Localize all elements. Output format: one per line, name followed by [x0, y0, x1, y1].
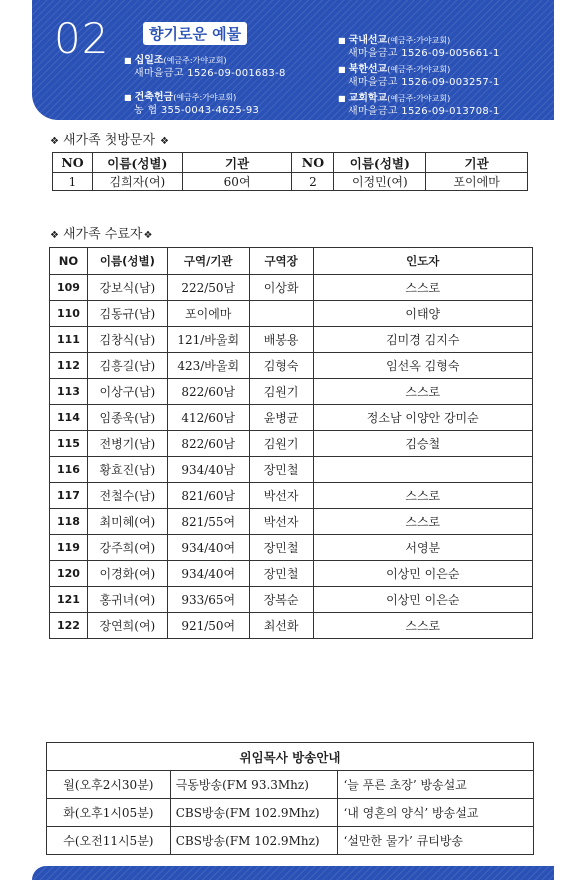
table-header-row: NO 이름(성별) 기관 NO 이름(성별) 기관	[53, 153, 528, 173]
first-visit-heading: ❖ 새가족 첫방문자 ❖	[50, 133, 169, 148]
table-row: 월(오후2시30분) 극동방송(FM 93.3Mhz) ‘늘 푸른 초장’ 방송설교	[47, 771, 534, 799]
diamond-icon: ❖	[160, 136, 169, 147]
offering-account-tithe: ■ 십일조(예금주:가야교회) 새마을금고 1526-09-001683-8	[124, 54, 286, 80]
table-header-row	[47, 743, 534, 771]
table-row: 111 김창식(남) 121/바울회 배봉용 김미경 김지수	[50, 327, 533, 353]
table-row: 109 강보식(남) 222/50남 이상화 스스로	[50, 275, 533, 301]
table-row: 116 황효진(남) 934/40남 장민철	[50, 457, 533, 483]
diamond-icon: ❖	[50, 136, 59, 147]
table-row: 117 전철수(남) 821/60남 박선자 스스로	[50, 483, 533, 509]
table-row: 화(오후1시05분) CBS방송(FM 102.9Mhz) ‘내 영혼의 양식’ 방송설교	[47, 799, 534, 827]
broadcast-heading: 위임목사 방송안내	[47, 743, 534, 771]
table-row: 113 이상구(남) 822/60남 김원기 스스로	[50, 379, 533, 405]
diamond-icon: ❖	[143, 230, 153, 241]
table-row: 1 김희자(여) 60여 2 이정민(여) 포이에마	[53, 173, 528, 191]
table-row: 112 김흥길(남) 423/바울회 김형숙 임선옥 김형숙	[50, 353, 533, 379]
offering-account-domestic-mission: ■ 국내선교(예금주:가야교회) 새마을금고 1526-09-005661-1	[338, 34, 500, 60]
table-row: 119 강주희(여) 934/40여 장민철 서영분	[50, 535, 533, 561]
offering-banner	[32, 0, 554, 120]
table-row: 115 전병기(남) 822/60남 김원기 김승철	[50, 431, 533, 457]
members-table	[49, 247, 533, 639]
broadcast-table	[46, 742, 534, 855]
table-row: 121 홍귀녀(여) 933/65여 장복순 이상민 이은순	[50, 587, 533, 613]
table-row: 118 최미혜(여) 821/55여 박선자 스스로	[50, 509, 533, 535]
offering-account-church-school: ■ 교회학교(예금주:가야교회) 새마을금고 1526-09-013708-1	[338, 92, 500, 118]
first-visit-table	[52, 152, 528, 191]
table-header-row: NO 이름(성별) 구역/기관 구역장 인도자	[50, 248, 533, 275]
diamond-icon: ❖	[50, 230, 59, 241]
table-row: 114 임종욱(남) 412/60남 윤병균 정소남 이양안 강미순	[50, 405, 533, 431]
table-row: 110 김동규(남) 포이에마 이태양	[50, 301, 533, 327]
table-row: 120 이경화(여) 934/40여 장민철 이상민 이은순	[50, 561, 533, 587]
offering-account-building: ■ 건축헌금(예금주:가야교회) 농 협 355-0043-4625-93	[124, 91, 259, 117]
offering-account-nk-mission: ■ 북한선교(예금주:가야교회) 새마을금고 1526-09-003257-1	[338, 63, 500, 89]
members-heading: ❖ 새가족 수료자❖	[50, 227, 153, 242]
banner-title: 향기로운 예물	[143, 22, 247, 45]
table-row: 수(오전11시5분) CBS방송(FM 102.9Mhz) ‘설만한 물가’ 큐티방송	[47, 827, 534, 855]
table-row: 122 장연희(여) 921/50여 최선화 스스로	[50, 613, 533, 639]
section-number: 02	[54, 14, 110, 63]
